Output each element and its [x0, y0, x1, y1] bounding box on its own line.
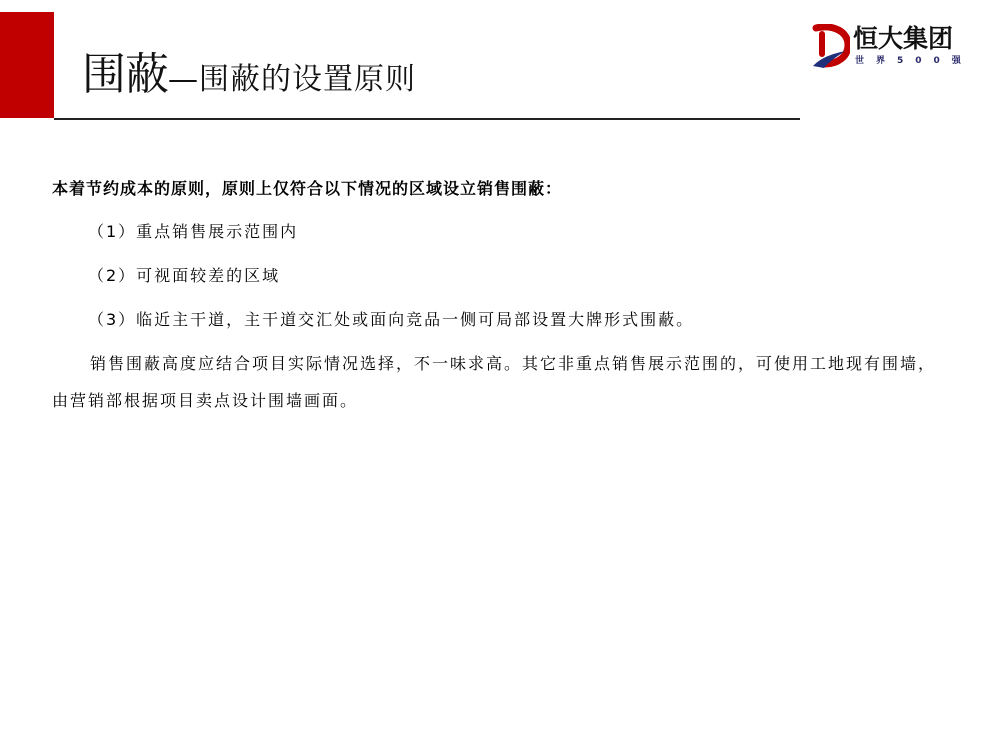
intro-text: 本着节约成本的原则，原则上仅符合以下情况的区域设立销售围蔽：	[52, 179, 563, 198]
list-item: （2）可视面较差的区域	[88, 266, 281, 285]
red-accent-bar	[0, 12, 54, 118]
evergrande-logo-icon	[812, 24, 850, 68]
body-paragraph: 销售围蔽高度应结合项目实际情况选择，不一味求高。其它非重点销售展示范围的，可使用工地现有围墙，由营销部根据项目卖点设计围墙画面。	[52, 354, 937, 410]
title-divider	[54, 118, 800, 120]
page-title-main: 围蔽	[82, 49, 168, 100]
company-logo	[812, 24, 982, 72]
list-item: （3）临近主干道，主干道交汇处或面向竞品一侧可局部设置大牌形式围蔽。	[88, 310, 695, 329]
logo-company-name: 恒大集团	[853, 24, 954, 53]
page-title	[82, 38, 416, 98]
logo-tagline: 世界500强	[855, 56, 973, 66]
content-body	[52, 176, 942, 419]
list-item: （1）重点销售展示范围内	[88, 222, 299, 241]
page-title-sub: —围蔽的设置原则	[168, 62, 416, 97]
